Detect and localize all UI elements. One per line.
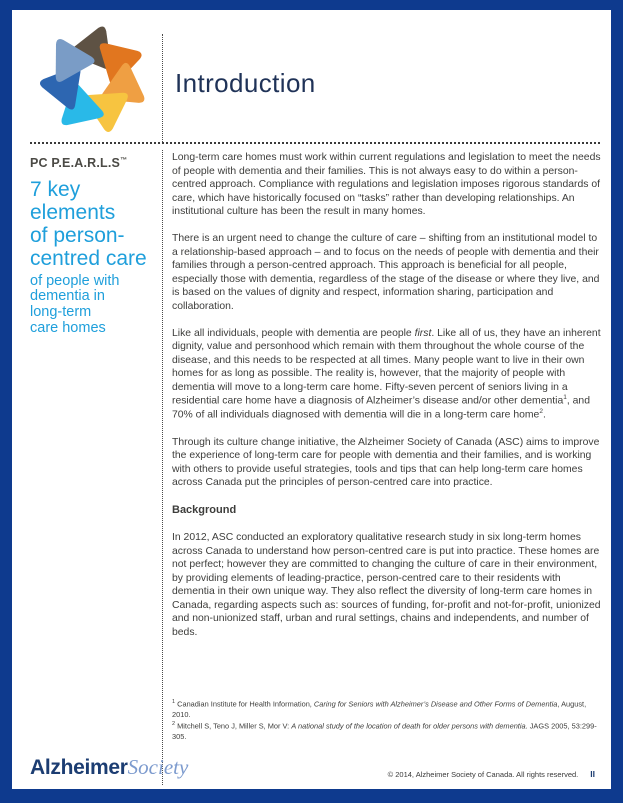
headline-line: 7 key [30, 178, 81, 201]
text-segment: . Like all of us, they have an inherent dignity, value and personhood which remain with them throughout the whole course of the disease, and this needs to be respected at all times. Many people want to live in their own homes for as long as possible. The reality is, however, that the majority of people with dementia will move to a long-term care home. Fifty-seven percent of seniors living in a residential care home have a diagnosis of Alzheimer’s disease and/or other dementia [172, 327, 601, 407]
text-segment: , and 70% of all individuals diagnosed with dementia will die in a long-term care home [172, 395, 590, 421]
trademark-symbol: ™ [120, 156, 128, 164]
page-number: II [590, 769, 595, 779]
program-name-text: PC P.E.A.R.L.S [30, 156, 121, 170]
subhead-line: long-term [30, 304, 92, 321]
footnote-1 [172, 699, 606, 721]
subhead-line: care homes [30, 320, 106, 337]
citation-title: Caring for Seniors with Alzheimer’s Disease and Other Forms of Dementia [313, 699, 558, 709]
italic-text: first [414, 327, 432, 339]
text-segment: , August, 2010. [172, 699, 587, 720]
subhead-line: dementia in [30, 288, 105, 305]
title-dotted-divider [162, 34, 163, 142]
paragraph-1: Long-term care homes must work within current regulations and legislation to meet the needs of people with dementia and their families. This is not always easy to do within a person-centred approach. Compliance with regulations and legislation imposes rigorous standards of care, which have historically focused on “tasks” rather than developing relationships. An institutional culture has been the result in many homes. [172, 152, 601, 218]
text-segment: Canadian Institute for Health Information, [175, 699, 314, 709]
copyright-row [388, 769, 595, 779]
paragraph-2: There is an urgent need to change the culture of care – shifting from an institutional model to a relationship-based approach – and to focus on the needs of people with dementia and their families through a person-centred approach. This approach is beneficial for all people, especially those with dementia, regardless of the stage of the disease or where they live, and is based on the values of dignity and respect, information sharing, participation and collaboration. [172, 233, 600, 312]
copyright-text: © 2014, Alzheimer Society of Canada. All rights reserved. [387, 770, 579, 779]
wordmark-alzheimer: Alzheimer [30, 756, 128, 779]
footnote-number: 1 [172, 699, 176, 705]
program-name [30, 156, 162, 170]
paragraph-5: In 2012, ASC conducted an exploratory qualitative research study in six long-term homes across Canada to understand how person-centred care is put into practice. These homes are not perfect; however they are committed to changing the culture of care in their environment, by providing elements of leading-practice, person-centred care to their residents with dementia in their own unique way. They also reflect the diversity of long-term care homes in Canada, regarding aspects such as: sources of funding, for-profit and not-for-profit, unionized and non-unionized staff, urban and rural settings, chains and independents, and number of beds. [172, 532, 601, 638]
footnote-2 [172, 721, 606, 743]
paragraph-3 [172, 327, 602, 423]
text-segment: Like all individuals, people with dementia are people [172, 327, 415, 339]
footnote-ref-1: 1 [563, 394, 567, 402]
footnote-number: 2 [172, 720, 176, 727]
headline-line: centred care [30, 246, 147, 270]
citation-title: A national study of the location of death for older persons with dementia [291, 721, 526, 731]
paragraph-4: Through its culture change initiative, the Alzheimer Society of Canada (ASC) aims to improve the experience of long-term care for people with dementia and their families, and is working with others to provide useful strategies, tools and tips that can help long-term care homes across Canada put the principles of person-centred care into practice. [172, 436, 600, 489]
headline-line: elements [30, 200, 116, 224]
text-segment: Mitchell S, Teno J, Miller S, Mor V: [175, 721, 292, 731]
sidebar-headline [30, 179, 162, 271]
sidebar [30, 156, 162, 337]
header-dotted-divider [30, 142, 600, 144]
text-segment: . [542, 409, 546, 421]
wordmark-society: Society [127, 755, 189, 779]
alzheimer-society-wordmark [30, 755, 188, 780]
section-heading-background: Background [172, 504, 237, 517]
footnotes [172, 699, 606, 743]
column-dotted-divider [162, 150, 163, 785]
text-segment: . JAGS 2005, 53:299-305. [172, 721, 597, 742]
alzheimer-society-pinwheel-logo-icon [34, 20, 154, 140]
sidebar-subhead [30, 274, 162, 338]
subhead-line: of people with [30, 272, 120, 289]
headline-line: of person- [30, 223, 125, 247]
footnote-ref-2: 2 [539, 408, 543, 416]
body-text-column [172, 151, 602, 653]
page-title: Introduction [175, 68, 316, 98]
